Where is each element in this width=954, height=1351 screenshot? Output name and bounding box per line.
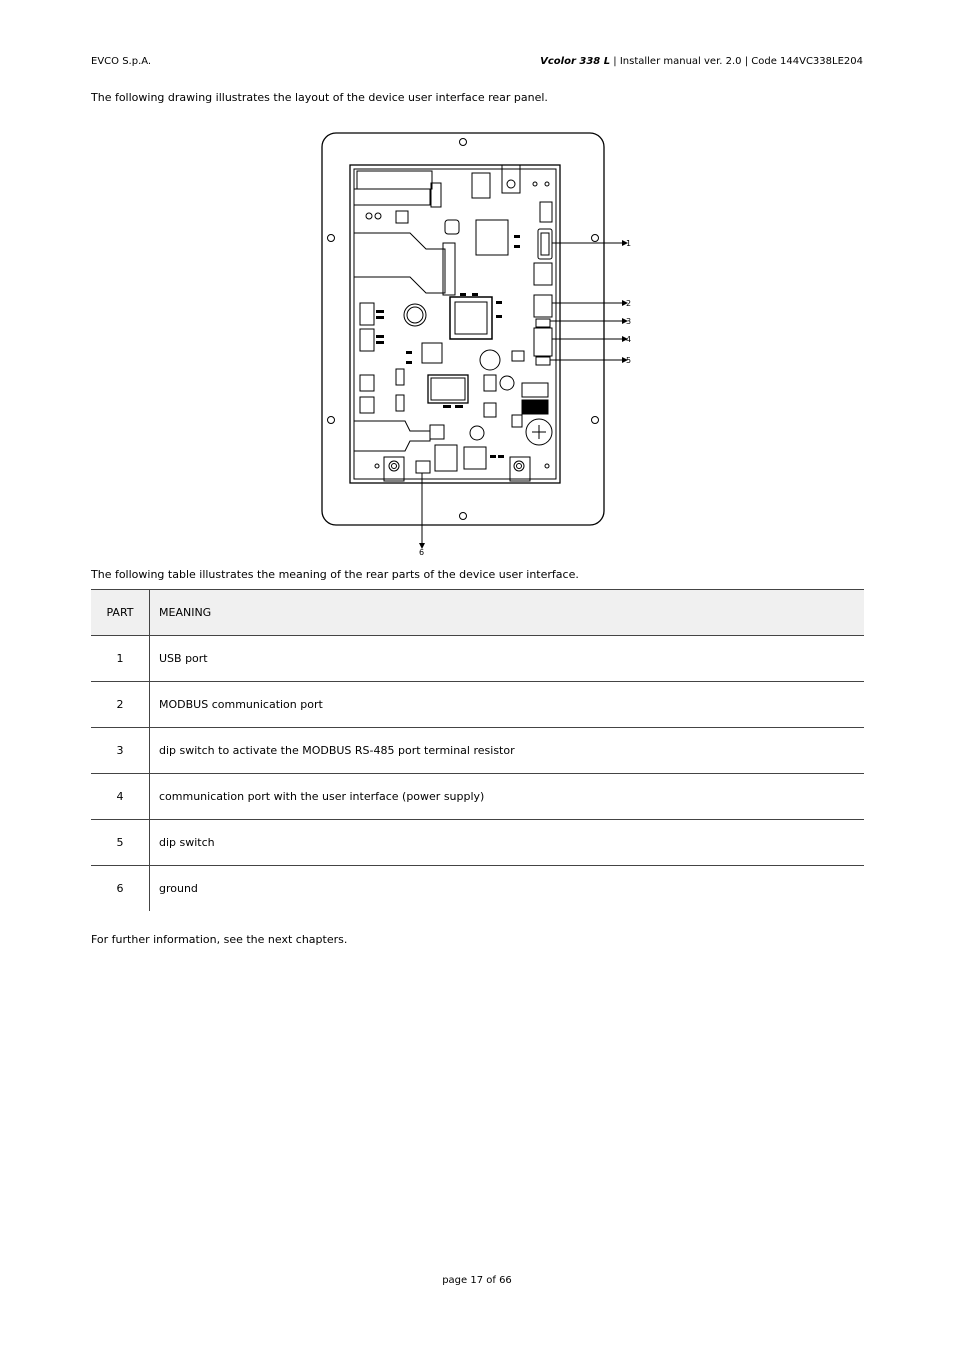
row-part: 5 (91, 820, 150, 866)
page-number: page 17 of 66 (442, 1275, 512, 1286)
rear-panel-drawing (300, 125, 660, 565)
callout-2: 2 (626, 299, 632, 308)
callout-5: 5 (626, 356, 632, 365)
row-part: 3 (91, 728, 150, 774)
callout-4: 4 (626, 335, 632, 344)
table-row (91, 774, 864, 820)
row-meaning: communication port with the user interface (power supply) (150, 774, 865, 820)
header-doc-info (540, 56, 863, 67)
row-part: 2 (91, 682, 150, 728)
table-row (91, 728, 864, 774)
row-meaning: dip switch (150, 820, 865, 866)
table-row (91, 682, 864, 728)
intro-text: The following drawing illustrates the layout of the device user interface rear panel. (91, 91, 548, 104)
header-meaning: MEANING (150, 590, 865, 636)
table-row (91, 636, 864, 682)
table-intro-text: The following table illustrates the meaning of the rear parts of the device user interface. (91, 568, 579, 581)
header-product: Vcolor 338 L (540, 56, 611, 67)
table-row (91, 866, 864, 912)
callout-6: 6 (419, 548, 425, 557)
row-part: 6 (91, 866, 150, 912)
row-meaning: MODBUS communication port (150, 682, 865, 728)
header-doc-code: | Installer manual ver. 2.0 | Code 144VC338LE204 (610, 56, 863, 67)
header-part: PART (91, 590, 150, 636)
callout-1: 1 (626, 239, 632, 248)
outro-text: For further information, see the next chapters. (91, 933, 348, 946)
row-meaning: ground (159, 882, 198, 895)
row-part: 4 (91, 774, 150, 820)
callout-3: 3 (626, 317, 632, 326)
row-meaning: USB port (150, 636, 865, 682)
parts-table (91, 589, 864, 911)
table-header-row (91, 590, 864, 636)
row-part: 1 (91, 636, 150, 682)
table-row (91, 820, 864, 866)
row-meaning: dip switch to activate the MODBUS RS-485 port terminal resistor (150, 728, 865, 774)
header-company: EVCO S.p.A. (91, 56, 152, 67)
